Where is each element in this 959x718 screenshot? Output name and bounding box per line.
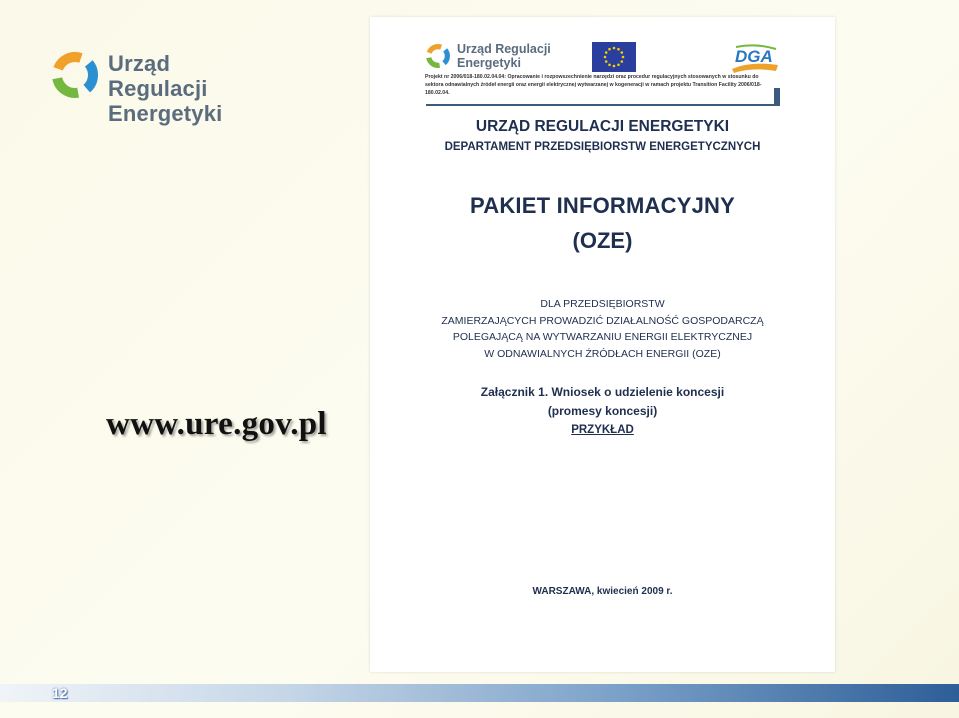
ure-logo-icon bbox=[50, 50, 100, 100]
doc-logo-line1: Urząd Regulacji bbox=[457, 42, 551, 56]
document-title: URZĄD REGULACJI ENERGETYKI bbox=[475, 118, 730, 135]
attachment-example-label: PRZYKŁAD bbox=[571, 424, 634, 436]
place-date: WARSZAWA, kwiecień 2009 r. bbox=[532, 586, 673, 597]
dga-logo-text: DGA bbox=[735, 47, 773, 66]
description-line: POLEGAJĄCĄ NA WYTWARZANIU ENERGII ELEKTRYCZNEJ bbox=[452, 331, 753, 343]
doc-ure-logo bbox=[425, 43, 555, 75]
description-line: ZAMIERZAJĄCYCH PROWADZIĆ DZIAŁALNOŚĆ GOSPODARCZĄ bbox=[441, 314, 764, 327]
doc-ure-logo-icon bbox=[425, 43, 451, 69]
attachment-subtitle: (promesy koncesji) bbox=[547, 404, 658, 418]
document-header bbox=[425, 40, 780, 110]
ure-logo-text bbox=[108, 51, 270, 126]
header-divider-tail bbox=[774, 88, 780, 106]
document-description bbox=[370, 296, 835, 362]
project-note: Projekt nr 2006/018-180.02.04.04: Opracowanie i rozpowszechnienie narzędzi oraz procedur regulacyjnych stosowanych w stosunku do sektora odnawialnych źródeł energii oraz energii elektrycznej wytwarzanej w kogeneracji w ramach projektu Transition Facility 2006/018-180.02.04. bbox=[425, 74, 762, 96]
ure-logo-line1: Urząd Regulacji bbox=[108, 51, 208, 101]
document-heading: PAKIET INFORMACYJNY bbox=[470, 193, 735, 218]
attachment-block bbox=[370, 383, 835, 440]
description-line: DLA PRZEDSIĘBIORSTW bbox=[540, 298, 665, 310]
ure-logo bbox=[50, 50, 270, 126]
slide-number: 12 bbox=[52, 685, 68, 701]
description-line: W ODNAWIALNYCH ŹRÓDŁACH ENERGII (OZE) bbox=[484, 347, 721, 360]
document-department: DEPARTAMENT PRZEDSIĘBIORSTW ENERGETYCZNYCH bbox=[444, 141, 761, 153]
eu-flag-icon bbox=[592, 42, 636, 72]
doc-logo-line2: Energetyki bbox=[457, 55, 521, 70]
website-url[interactable]: www.ure.gov.pl bbox=[106, 406, 327, 442]
document-subheading: (OZE) bbox=[572, 228, 633, 253]
attachment-title: Załącznik 1. Wniosek o udzielenie koncesji bbox=[480, 385, 725, 399]
header-divider bbox=[426, 104, 778, 106]
ure-logo-line2: Energetyki bbox=[108, 101, 223, 126]
document-cover-page bbox=[370, 17, 835, 672]
footer-bar bbox=[0, 684, 959, 702]
